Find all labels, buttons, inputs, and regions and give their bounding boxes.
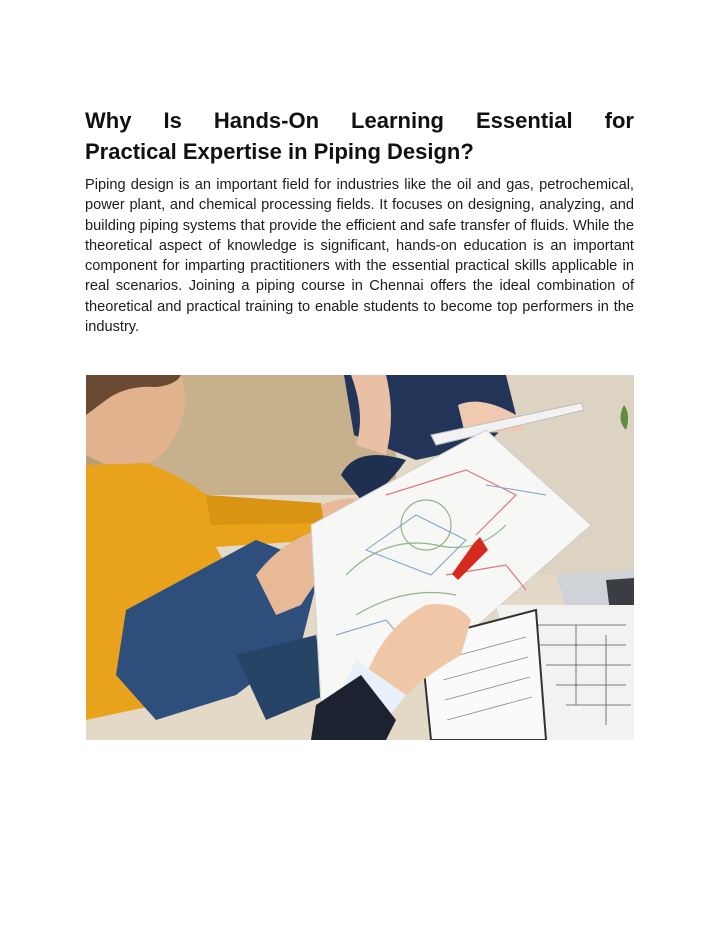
article-photo	[86, 375, 634, 740]
article-title-line-1: Why Is Hands-On Learning Essential for	[85, 108, 634, 133]
article	[85, 105, 634, 337]
article-paragraph: Piping design is an important field for industries like the oil and gas, petrochemical, power plant, and chemical processing fields. It focuses on designing, analyzing, and building piping systems that provide the efficient and safe transfer of fluids. While the theoretical aspect of knowledge is significant, hands-on education is an important component for imparting practitioners with the essential practical skills applicable in real scenarios. Joining a piping course in Chennai offers the ideal combination of theoretical and practical training to enable students to become top performers in the industry.	[85, 177, 634, 336]
students-reviewing-drawings-illustration	[86, 375, 634, 740]
article-title-line-2: Practical Expertise in Piping Design?	[85, 139, 474, 164]
article-title	[85, 105, 634, 167]
